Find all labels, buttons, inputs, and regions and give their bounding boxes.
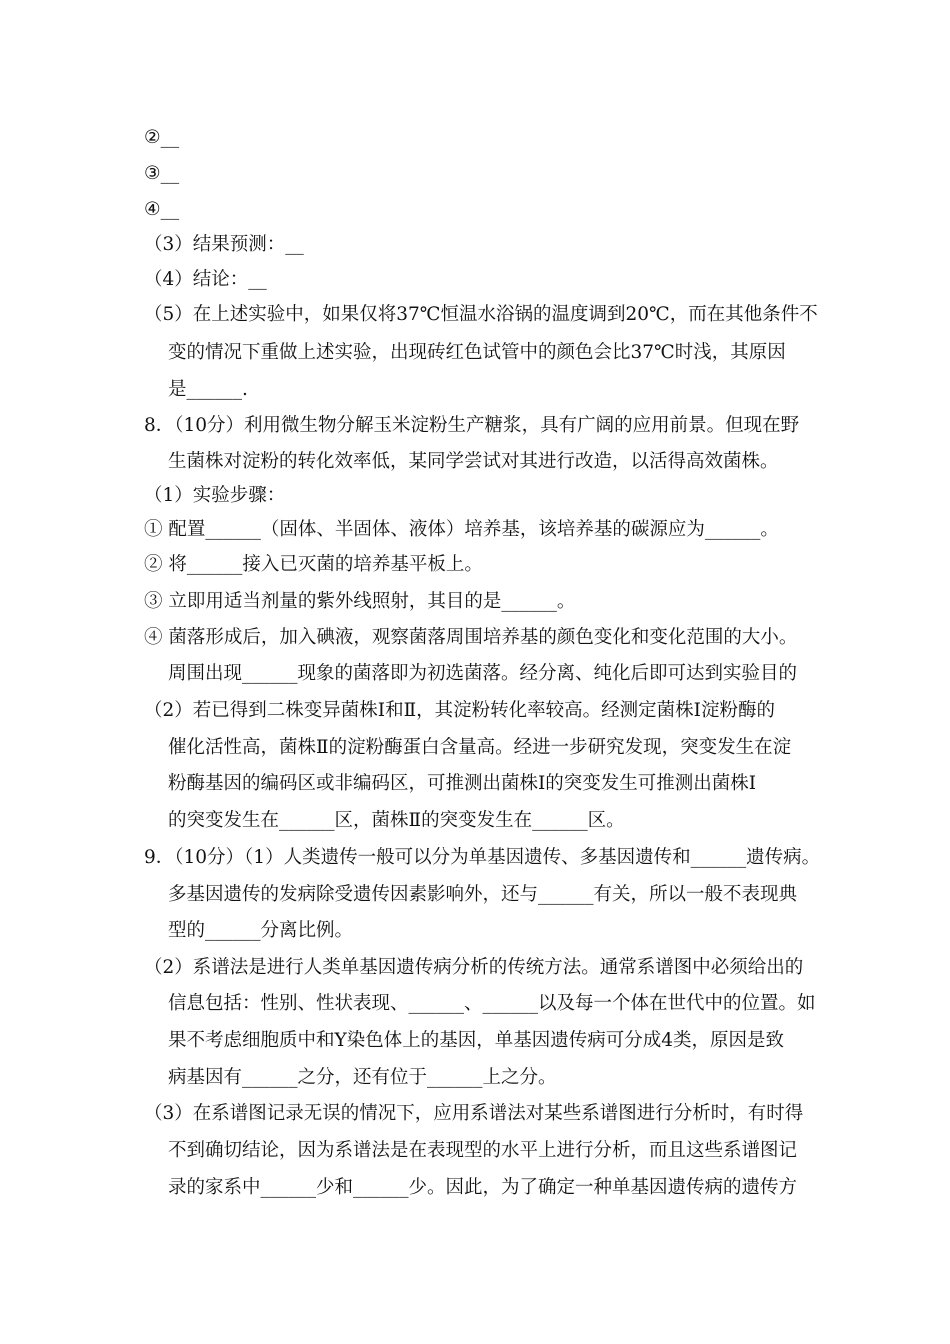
- text-line: 催化活性高，菌株Ⅱ的淀粉酶蛋白含量高。经进一步研究发现，突变发生在淀: [168, 737, 792, 758]
- text-line: 9．（10分）（1）人类遗传一般可以分为单基因遗传、多基因遗传和______遗传病。: [144, 847, 821, 868]
- text-line: 多基因遗传的发病除受遗传因素影响外，还与______有关，所以一般不表现典: [168, 884, 798, 905]
- text-line: 病基因有______之分，还有位于______上之分。: [168, 1067, 557, 1088]
- text-line: ③ 立即用适当剂量的紫外线照射，其目的是______。: [144, 591, 576, 612]
- text-line: 的突变发生在______区，菌株Ⅱ的突变发生在______区。: [168, 810, 625, 831]
- text-line: （5）在上述实验中，如果仅将37℃恒温水浴锅的温度调到20℃，而在其他条件不: [144, 304, 818, 325]
- text-line: （3）结果预测：__: [144, 234, 304, 255]
- text-line: 变的情况下重做上述实验，出现砖红色试管中的颜色会比37℃时浅，其原因: [168, 342, 786, 363]
- text-line: ① 配置______（固体、半固体、液体）培养基，该培养基的碳源应为______。: [144, 519, 779, 540]
- text-line: ④ 菌落形成后，加入碘液，观察菌落周围培养基的颜色变化和变化范围的大小。: [144, 627, 798, 648]
- text-line: （2）若已得到二株变异菌株Ⅰ和Ⅱ，其淀粉转化率较高。经测定菌株Ⅰ淀粉酶的: [144, 700, 775, 721]
- text-line: （1）实验步骤：: [144, 485, 286, 506]
- text-line: ③__: [144, 163, 180, 184]
- text-line: ②__: [144, 127, 180, 148]
- text-line: （4）结论：__: [144, 269, 267, 290]
- text-line: 周围出现______现象的菌落即为初选菌落。经分离、纯化后即可达到实验目的: [168, 663, 798, 684]
- text-line: 果不考虑细胞质中和Y染色体上的基因，单基因遗传病可分成4类，原因是致: [168, 1030, 784, 1051]
- text-line: ② 将______接入已灭菌的培养基平板上。: [144, 554, 483, 575]
- text-line: 粉酶基因的编码区或非编码区，可推测出菌株Ⅰ的突变发生可推测出菌株Ⅰ: [168, 773, 757, 794]
- text-line: 不到确切结论，因为系谱法是在表现型的水平上进行分析，而且这些系谱图记: [168, 1140, 798, 1161]
- text-line: 信息包括：性别、性状表现、______、______以及每一个体在世代中的位置。如: [168, 993, 816, 1014]
- text-line: 8．（10分）利用微生物分解玉米淀粉生产糖浆，具有广阔的应用前景。但现在野: [144, 415, 800, 436]
- text-line: ④__: [144, 199, 180, 220]
- text-line: 是______.: [168, 379, 248, 400]
- text-line: 生菌株对淀粉的转化效率低，某同学尝试对其进行改造，以活得高效菌株。: [168, 451, 779, 472]
- text-line: （3）在系谱图记录无误的情况下，应用系谱法对某些系谱图进行分析时，有时得: [144, 1103, 804, 1124]
- text-line: （2）系谱法是进行人类单基因遗传病分析的传统方法。通常系谱图中必须给出的: [144, 957, 804, 978]
- text-line: 型的______分离比例。: [168, 920, 354, 941]
- text-line: 录的家系中______少和______少。因此，为了确定一种单基因遗传病的遗传方: [168, 1177, 798, 1198]
